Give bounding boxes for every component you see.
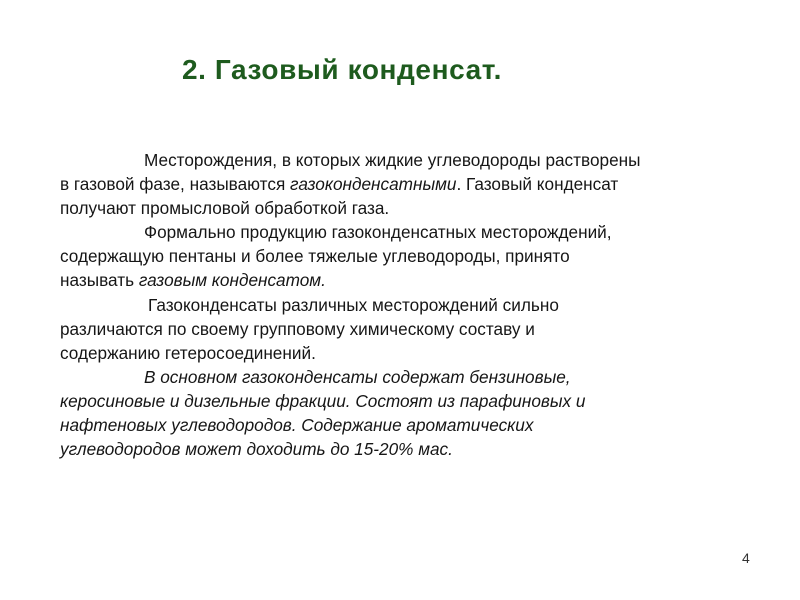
- text-line: В основном газоконденсаты содержат бензиновые,: [144, 366, 571, 387]
- text-segment: в газовой фазе, называются: [60, 174, 291, 195]
- text-line: нафтеновых углеводородов. Содержание ароматических: [60, 415, 534, 436]
- slide-title: 2. Газовый конденсат.: [182, 54, 503, 85]
- paragraph-3: [60, 293, 750, 365]
- text-line: содержанию гетеросоединений.: [60, 342, 316, 363]
- text-line: содержащую пентаны и более тяжелые углеводороды, принято: [60, 246, 570, 267]
- paragraph-2: [60, 220, 750, 292]
- text-line: Месторождения, в которых жидкие углеводороды растворены: [144, 150, 641, 170]
- text-line: [60, 172, 750, 196]
- paragraph-4: [60, 365, 750, 461]
- text-line: [60, 268, 750, 292]
- paragraph-1: [60, 148, 750, 220]
- text-line: керосиновые и дизельные фракции. Состоят из парафиновых и: [60, 390, 586, 411]
- text-segment: называть: [60, 270, 139, 291]
- text-line: получают промысловой обработкой газа.: [60, 198, 390, 219]
- text-segment: . Газовый конденсат: [456, 174, 619, 195]
- text-line: Формально продукцию газоконденсатных месторождений,: [144, 222, 612, 243]
- text-line: различаются по своему групповому химическому составу и: [60, 318, 535, 339]
- text-line: углеводородов может доходить до 15-20% мас.: [60, 439, 453, 460]
- italic-term: газоконденсатными: [290, 174, 457, 195]
- italic-term: газовым конденсатом.: [138, 270, 326, 291]
- text-line: Газоконденсаты различных месторождений сильно: [148, 294, 559, 315]
- slide-body: [60, 148, 750, 461]
- page-number: 4: [742, 550, 750, 566]
